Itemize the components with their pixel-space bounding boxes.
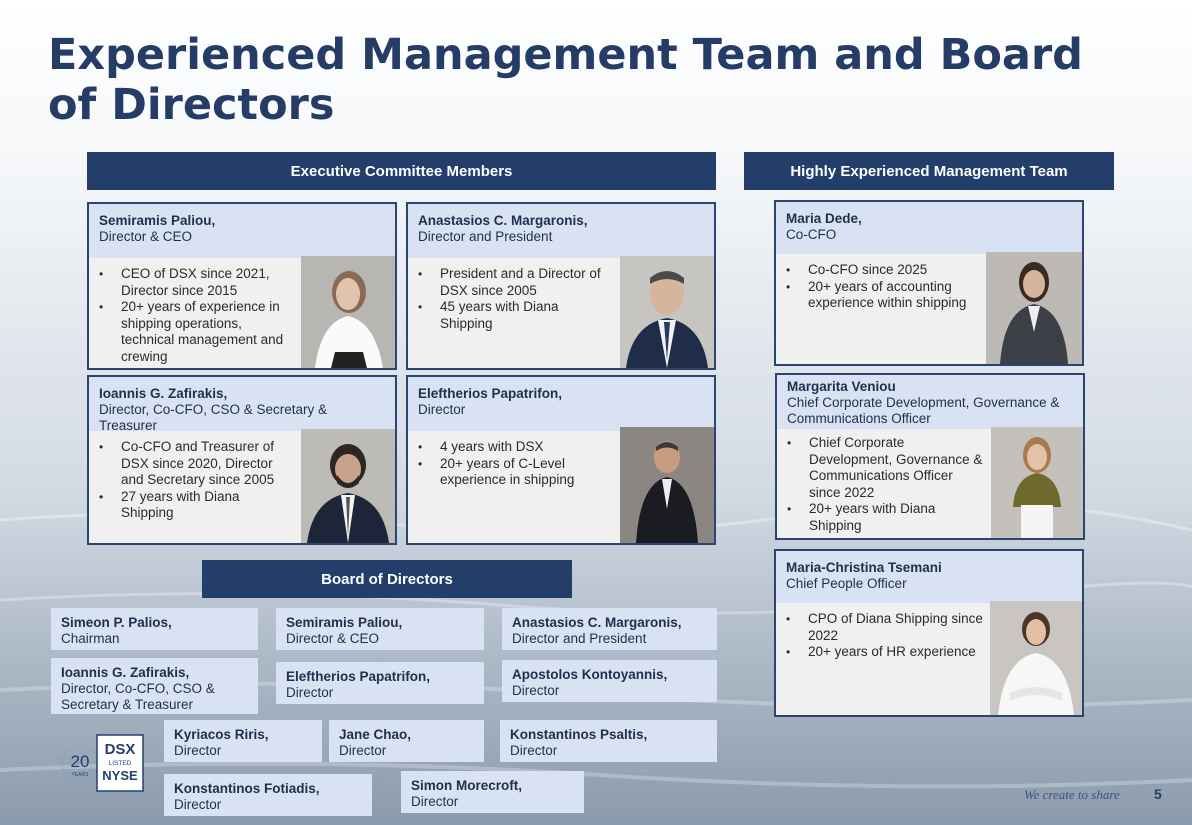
bullet-list bbox=[787, 429, 987, 535]
person-name: Jane Chao, bbox=[339, 727, 412, 742]
person-name: Kyriacos Riris, bbox=[174, 727, 269, 742]
person-name: Anastasios C. Margaronis, bbox=[418, 213, 588, 228]
bullet: • 27 years with Diana Shipping bbox=[99, 489, 295, 522]
board-member bbox=[51, 608, 258, 650]
person-role: Director bbox=[339, 743, 387, 758]
person-name: Simon Morecroft, bbox=[411, 778, 523, 793]
bullet: • 20+ years of C-Level experience in shipping bbox=[418, 456, 614, 489]
section-header-exec: Executive Committee Members bbox=[87, 152, 716, 190]
person-role: Director bbox=[286, 685, 334, 700]
person-name: Konstantinos Fotiadis, bbox=[174, 781, 320, 796]
bullet-list bbox=[418, 431, 614, 489]
person-role: Chief Corporate Development, Governance & Communications Officer bbox=[787, 395, 1060, 426]
person-name: Simeon P. Palios, bbox=[61, 615, 172, 630]
person-name: Eleftherios Papatrifon, bbox=[286, 669, 431, 684]
board-member bbox=[164, 720, 322, 762]
board-member bbox=[164, 774, 372, 816]
board-member bbox=[276, 608, 484, 650]
exec-card bbox=[87, 202, 397, 370]
portrait-photo bbox=[301, 256, 395, 368]
person-role: Director & CEO bbox=[99, 229, 193, 244]
board-member bbox=[502, 608, 717, 650]
bullet-list bbox=[786, 254, 982, 312]
person-role: Chief People Officer bbox=[786, 576, 907, 591]
bullet: • 20+ years of experience in shipping operations, technical management and crewing bbox=[99, 299, 295, 365]
person-role: Chairman bbox=[61, 631, 120, 646]
bullet: • President and a Director of DSX since 2005 bbox=[418, 266, 614, 299]
person-role: Director bbox=[510, 743, 558, 758]
mgmt-card bbox=[774, 200, 1084, 366]
bullet-list bbox=[99, 258, 295, 366]
footer-tagline: We create to share bbox=[1024, 787, 1120, 802]
bullet: • 20+ years of HR experience bbox=[786, 644, 986, 661]
portrait-photo bbox=[990, 601, 1082, 715]
bullet: • 20+ years with Diana Shipping bbox=[787, 501, 987, 534]
person-role: Director bbox=[174, 743, 222, 758]
board-member bbox=[502, 660, 717, 702]
mgmt-card bbox=[775, 373, 1085, 540]
person-name: Eleftherios Papatrifon, bbox=[418, 386, 563, 401]
person-name: Margarita Veniou bbox=[787, 379, 896, 394]
person-name: Ioannis G. Zafirakis, bbox=[99, 386, 228, 401]
section-header-mgmt: Highly Experienced Management Team bbox=[744, 152, 1114, 190]
portrait-photo bbox=[620, 256, 714, 368]
board-member bbox=[329, 720, 484, 762]
dsx-nyse-20-years-logo bbox=[60, 733, 146, 793]
board-member bbox=[276, 662, 484, 704]
page-title: Experienced Management Team and Board of Directors bbox=[48, 30, 1083, 130]
portrait-photo bbox=[986, 252, 1082, 364]
bullet: • 20+ years of accounting experience within shipping bbox=[786, 279, 982, 312]
person-role: Co-CFO bbox=[786, 227, 837, 242]
bullet-list bbox=[418, 258, 614, 332]
exec-card bbox=[406, 202, 716, 370]
portrait-photo bbox=[991, 427, 1083, 538]
bullet: • CPO of Diana Shipping since 2022 bbox=[786, 611, 986, 644]
board-member bbox=[51, 658, 258, 714]
logo-listed: LISTED bbox=[108, 760, 132, 767]
person-name: Ioannis G. Zafirakis, bbox=[61, 665, 190, 680]
person-role: Director bbox=[411, 794, 459, 809]
bullet: • Co-CFO since 2025 bbox=[786, 262, 982, 279]
page-number: 5 bbox=[1154, 786, 1162, 802]
logo-ticker: DSX bbox=[104, 741, 136, 758]
person-name: Semiramis Paliou, bbox=[286, 615, 403, 630]
person-name: Semiramis Paliou, bbox=[99, 213, 216, 228]
person-name: Maria-Christina Tsemani bbox=[786, 560, 942, 575]
bullet: • Chief Corporate Development, Governance & Communications Officer since 2022 bbox=[787, 435, 987, 501]
person-role: Director bbox=[512, 683, 560, 698]
portrait-photo bbox=[301, 429, 395, 543]
person-role: Director bbox=[174, 797, 222, 812]
portrait-photo bbox=[620, 427, 714, 543]
board-member bbox=[401, 771, 584, 813]
person-name: Anastasios C. Margaronis, bbox=[512, 615, 682, 630]
exec-card bbox=[87, 375, 397, 545]
board-member bbox=[500, 720, 717, 762]
person-role: Director, Co-CFO, CSO & Secretary & Treasurer bbox=[61, 681, 215, 712]
bullet-list bbox=[786, 603, 986, 661]
bullet: • 45 years with Diana Shipping bbox=[418, 299, 614, 332]
bullet: • CEO of DSX since 2021, Director since 2015 bbox=[99, 266, 295, 299]
mgmt-card bbox=[774, 549, 1084, 717]
person-role: Director and President bbox=[512, 631, 647, 646]
person-name: Konstantinos Psaltis, bbox=[510, 727, 648, 742]
person-role: Director & CEO bbox=[286, 631, 380, 646]
person-name: Apostolos Kontoyannis, bbox=[512, 667, 668, 682]
person-name: Maria Dede, bbox=[786, 211, 862, 226]
person-role: Director bbox=[418, 402, 466, 417]
person-role: Director and President bbox=[418, 229, 553, 244]
logo-exchange: NYSE bbox=[102, 768, 138, 783]
bullet: • Co-CFO and Treasurer of DSX since 2020, Director and Secretary since 2005 bbox=[99, 439, 295, 489]
section-header-board: Board of Directors bbox=[202, 560, 572, 598]
bullet-list bbox=[99, 431, 295, 522]
logo-years-word: YEARS bbox=[71, 772, 89, 778]
exec-card bbox=[406, 375, 716, 545]
person-role: Director, Co-CFO, CSO & Secretary & Treasurer bbox=[99, 402, 328, 433]
logo-years-number: 20 bbox=[70, 752, 90, 771]
bullet: • 4 years with DSX bbox=[418, 439, 614, 456]
